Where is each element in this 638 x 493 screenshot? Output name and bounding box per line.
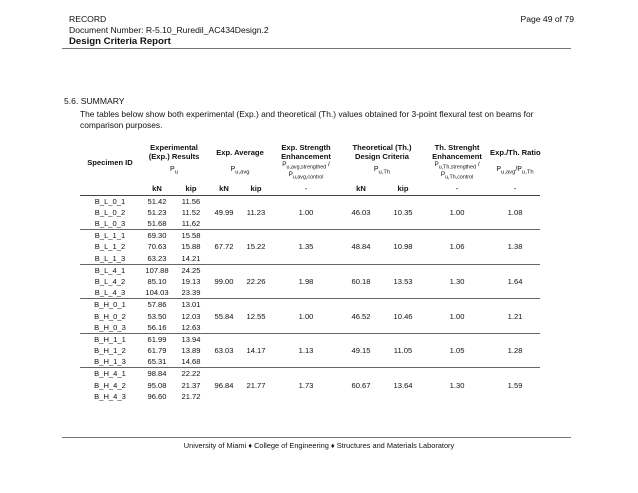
th-enhancement-cell — [424, 356, 490, 368]
th-enhancement-cell — [424, 218, 490, 230]
exp-kip-cell: 13.89 — [181, 346, 201, 356]
avg-kn-cell: 63.03 — [214, 346, 234, 356]
unit-dash: - — [424, 182, 490, 196]
avg-kn-cell: 49.99 — [214, 207, 234, 217]
unit-dash: - — [490, 182, 540, 196]
avg-kn-cell — [208, 391, 240, 402]
table-row — [80, 356, 540, 368]
exp-kip-cell: 14.21 — [181, 253, 201, 263]
th-enhancement-cell: 1.30 — [449, 380, 465, 390]
exp-kip-cell: 24.25 — [174, 264, 208, 276]
avg-kn-cell — [208, 195, 240, 207]
table-row — [80, 241, 540, 252]
th-kn-cell: 46.03 — [351, 207, 371, 217]
exp-kip-cell: 13.01 — [174, 299, 208, 311]
th-kip-cell: 13.64 — [393, 380, 413, 390]
page-header — [69, 14, 269, 47]
th-enhancement-cell — [424, 322, 490, 334]
exp-enhancement-cell — [272, 195, 340, 207]
col-specimen-id: Specimen ID — [87, 157, 133, 167]
exp-kn-cell: 51.23 — [147, 207, 167, 217]
ratio-cell — [490, 356, 540, 368]
exp-enhancement-cell: 1.13 — [298, 346, 314, 356]
th-kn-cell — [340, 195, 382, 207]
th-enhancement-cell: 1.00 — [449, 311, 465, 321]
table-row — [80, 310, 540, 321]
exp-kip-cell: 11.56 — [181, 196, 201, 206]
avg-kn-cell — [208, 287, 240, 299]
avg-kn-cell: 99.00 — [214, 276, 234, 286]
specimen-id-cell: B_H_4_1 — [80, 368, 140, 380]
th-strength-formula: $P_{u,Th,strengthed}$ / $P_{u,Th,control}$ — [434, 161, 480, 181]
avg-kn-cell — [208, 264, 240, 276]
th-enhancement-cell — [424, 230, 490, 242]
exp-kn-cell: 61.99 — [140, 333, 174, 345]
th-enhancement-cell — [424, 333, 490, 345]
th-kip-cell: 10.35 — [393, 207, 413, 217]
col-th-criteria: Theoretical (Th.) Design Criteria — [352, 143, 412, 161]
avg-kip-cell: 21.77 — [246, 380, 266, 390]
th-kn-cell: 49.15 — [351, 346, 371, 356]
avg-kip-cell — [240, 299, 272, 311]
avg-kip-cell — [240, 356, 272, 368]
section-intro: The tables below show both experimental (Exp.) and theoretical (Th.) values obtained for 3-point flexural test on beams for comparison purposes. — [80, 109, 534, 130]
th-kip-cell — [382, 299, 424, 311]
col-ratio: Exp./Th. Ratio $P_{u,avg}/P_{u,Th}$ — [490, 147, 541, 175]
th-kn-cell — [340, 391, 382, 402]
th-kip-cell — [382, 322, 424, 334]
ratio-cell: 1.21 — [507, 311, 523, 321]
col-exp-strength: Exp. Strength Enhancement — [281, 143, 331, 161]
exp-kip-cell: 19.13 — [181, 276, 201, 286]
exp-kip-cell: 14.68 — [181, 357, 201, 367]
avg-kn-cell — [208, 230, 240, 242]
th-enhancement-cell — [424, 391, 490, 402]
ratio-cell — [490, 299, 540, 311]
th-kn-cell: 46.52 — [351, 311, 371, 321]
unit-kip: kip — [382, 182, 424, 196]
ratio-cell — [490, 253, 540, 265]
avg-kn-cell — [208, 253, 240, 265]
ratio-cell: 1.28 — [507, 346, 523, 356]
table-header-row — [80, 143, 540, 161]
record-label: RECORD — [69, 14, 107, 24]
exp-enhancement-cell — [272, 368, 340, 380]
unit-kn: kN — [208, 182, 240, 196]
ratio-cell: 1.64 — [507, 276, 523, 286]
results-table — [80, 143, 540, 402]
avg-kn-cell: 96.84 — [214, 380, 234, 390]
exp-kn-cell: 65.31 — [147, 357, 167, 367]
th-kn-cell: 60.67 — [351, 380, 371, 390]
table-row — [80, 322, 540, 334]
exp-average-symbol: $P_{u,avg}$ — [230, 166, 250, 176]
avg-kip-cell — [240, 253, 272, 265]
avg-kn-cell — [208, 322, 240, 334]
th-kip-cell — [382, 356, 424, 368]
exp-enhancement-cell — [272, 264, 340, 276]
ratio-cell — [490, 391, 540, 402]
exp-kn-cell: 53.50 — [147, 311, 167, 321]
th-kn-cell — [340, 299, 382, 311]
avg-kip-cell — [240, 287, 272, 299]
th-enhancement-cell: 1.30 — [449, 276, 465, 286]
exp-enhancement-cell — [272, 391, 340, 402]
unit-kip: kip — [240, 182, 272, 196]
th-enhancement-cell: 1.05 — [449, 346, 465, 356]
th-kn-cell: 60.18 — [351, 276, 371, 286]
avg-kn-cell — [208, 368, 240, 380]
th-kn-cell — [340, 218, 382, 230]
table-row — [80, 207, 540, 218]
exp-kn-cell: 98.84 — [140, 368, 174, 380]
exp-kip-cell: 13.94 — [174, 333, 208, 345]
avg-kip-cell — [240, 230, 272, 242]
th-kn-cell: 48.84 — [351, 242, 371, 252]
specimen-id-cell: B_L_0_1 — [94, 196, 126, 206]
avg-kip-cell — [240, 264, 272, 276]
avg-kn-cell — [208, 356, 240, 368]
ratio-cell — [490, 333, 540, 345]
ratio-cell — [490, 218, 540, 230]
exp-kn-cell: 70.63 — [147, 242, 167, 252]
th-kip-cell — [382, 391, 424, 402]
exp-enhancement-cell: 1.35 — [298, 242, 314, 252]
th-enhancement-cell — [424, 264, 490, 276]
specimen-id-cell: B_L_4_1 — [80, 264, 140, 276]
table-row — [80, 287, 540, 299]
page-footer: University of Miami ♦ College of Engineering ♦ Structures and Materials Laboratory — [183, 441, 455, 450]
th-kn-cell — [340, 333, 382, 345]
exp-kip-cell: 23.39 — [181, 288, 201, 298]
avg-kn-cell: 67.72 — [214, 242, 234, 252]
exp-kn-cell: 85.10 — [147, 276, 167, 286]
avg-kn-cell — [208, 333, 240, 345]
avg-kip-cell — [240, 218, 272, 230]
table-row — [80, 253, 540, 265]
exp-kip-cell: 21.72 — [181, 391, 201, 401]
th-kip-cell — [382, 253, 424, 265]
exp-kn-cell: 104.03 — [145, 288, 169, 298]
th-enhancement-cell — [424, 299, 490, 311]
ratio-cell — [490, 264, 540, 276]
exp-strength-formula: $P_{u,avg,strengthed}$ / $P_{u,avg,control}$ — [282, 161, 330, 181]
exp-kip-cell: 12.63 — [181, 322, 201, 332]
specimen-id-cell: B_H_0_3 — [94, 322, 126, 332]
exp-kn-cell: 69.30 — [140, 230, 174, 242]
footer-divider — [62, 437, 571, 438]
specimen-id-cell: B_L_4_2 — [94, 276, 126, 286]
th-kn-cell — [340, 322, 382, 334]
exp-kip-cell: 21.37 — [181, 380, 201, 390]
exp-kn-cell: 95.08 — [147, 380, 167, 390]
th-enhancement-cell — [424, 253, 490, 265]
th-kip-cell — [382, 264, 424, 276]
th-criteria-symbol: $P_{u,Th}$ — [373, 166, 391, 176]
page-number: Page 49 of 79 — [520, 14, 574, 24]
specimen-id-cell: B_H_1_2 — [94, 346, 126, 356]
th-kn-cell — [340, 356, 382, 368]
exp-kn-cell: 96.60 — [147, 391, 167, 401]
exp-kip-cell: 15.88 — [181, 242, 201, 252]
avg-kip-cell — [240, 391, 272, 402]
specimen-id-cell: B_L_1_1 — [80, 230, 140, 242]
specimen-id-cell: B_H_1_1 — [80, 333, 140, 345]
exp-kn-cell: 107.88 — [140, 264, 174, 276]
exp-kip-cell: 11.62 — [181, 219, 201, 229]
ratio-cell — [490, 322, 540, 334]
exp-kn-cell: 51.42 — [147, 196, 167, 206]
exp-enhancement-cell — [272, 253, 340, 265]
th-kip-cell: 11.05 — [393, 346, 413, 356]
report-title: Design Criteria Report — [69, 36, 171, 47]
col-th-strength: Th. Strenght Enhancement — [432, 143, 482, 161]
table-row — [80, 333, 540, 345]
ratio-formula: $P_{u,avg}/P_{u,Th}$ — [496, 165, 534, 175]
th-kn-cell — [340, 230, 382, 242]
th-kip-cell — [382, 368, 424, 380]
table-row — [80, 299, 540, 311]
specimen-id-cell: B_H_0_2 — [94, 311, 126, 321]
exp-enhancement-cell: 1.73 — [298, 380, 314, 390]
th-kip-cell: 10.98 — [393, 242, 413, 252]
exp-enhancement-cell: 1.00 — [298, 311, 314, 321]
unit-kn: kN — [340, 182, 382, 196]
table-row — [80, 380, 540, 391]
specimen-id-cell: B_H_4_3 — [94, 391, 126, 401]
exp-enhancement-cell — [272, 322, 340, 334]
th-kip-cell — [382, 195, 424, 207]
exp-enhancement-cell — [272, 218, 340, 230]
th-kip-cell: 13.53 — [393, 276, 413, 286]
specimen-id-cell: B_L_4_3 — [94, 288, 126, 298]
exp-kn-cell: 51.68 — [147, 219, 167, 229]
exp-kn-cell: 57.86 — [140, 299, 174, 311]
avg-kip-cell: 12.55 — [246, 311, 266, 321]
th-kip-cell — [382, 333, 424, 345]
exp-enhancement-cell — [272, 230, 340, 242]
avg-kip-cell — [240, 195, 272, 207]
document-number: Document Number: R-5.10_Ruredil_AC434Design.2 — [69, 25, 269, 35]
avg-kip-cell: 22.26 — [246, 276, 266, 286]
ratio-cell — [490, 368, 540, 380]
ratio-cell: 1.59 — [507, 380, 523, 390]
table-symbol-row — [80, 161, 540, 182]
avg-kn-cell — [208, 218, 240, 230]
specimen-id-cell: B_L_0_3 — [94, 219, 126, 229]
avg-kn-cell — [208, 299, 240, 311]
ratio-cell: 1.38 — [507, 242, 523, 252]
th-enhancement-cell: 1.06 — [449, 242, 465, 252]
th-kip-cell — [382, 230, 424, 242]
exp-kn-cell: 63.23 — [147, 253, 167, 263]
th-kip-cell: 10.46 — [393, 311, 413, 321]
unit-dash: - — [272, 182, 340, 196]
exp-kip-cell: 22.22 — [174, 368, 208, 380]
specimen-id-cell: B_L_1_3 — [94, 253, 126, 263]
avg-kip-cell: 15.22 — [246, 242, 266, 252]
table-row — [80, 195, 540, 207]
specimen-id-cell: B_L_0_2 — [94, 207, 126, 217]
exp-enhancement-cell: 1.00 — [298, 207, 314, 217]
avg-kip-cell: 14.17 — [246, 346, 266, 356]
avg-kip-cell — [240, 333, 272, 345]
th-enhancement-cell — [424, 287, 490, 299]
ratio-cell: 1.08 — [507, 207, 523, 217]
unit-kn: kN — [140, 182, 174, 196]
exp-kn-cell: 56.16 — [147, 322, 167, 332]
th-enhancement-cell: 1.00 — [449, 207, 465, 217]
ratio-cell — [490, 287, 540, 299]
exp-kip-cell: 11.52 — [181, 207, 201, 217]
th-enhancement-cell — [424, 368, 490, 380]
th-kip-cell — [382, 287, 424, 299]
th-kn-cell — [340, 287, 382, 299]
unit-kip: kip — [174, 182, 208, 196]
table-row — [80, 345, 540, 356]
col-exp-results: Experimental (Exp.) Results — [148, 143, 200, 161]
th-enhancement-cell — [424, 195, 490, 207]
exp-enhancement-cell: 1.98 — [298, 276, 314, 286]
avg-kip-cell — [240, 368, 272, 380]
th-kip-cell — [382, 218, 424, 230]
avg-kip-cell — [240, 322, 272, 334]
exp-enhancement-cell — [272, 333, 340, 345]
table-units-row — [80, 182, 540, 196]
ratio-cell — [490, 230, 540, 242]
exp-enhancement-cell — [272, 287, 340, 299]
specimen-id-cell: B_L_1_2 — [94, 242, 126, 252]
col-exp-average: Exp. Average — [216, 147, 264, 157]
table-row — [80, 276, 540, 287]
ratio-cell — [490, 195, 540, 207]
avg-kip-cell: 11.23 — [246, 207, 266, 217]
exp-enhancement-cell — [272, 356, 340, 368]
specimen-id-cell: B_H_4_2 — [94, 380, 126, 390]
exp-kip-cell: 12.03 — [181, 311, 201, 321]
table-row — [80, 218, 540, 230]
table-row — [80, 391, 540, 402]
exp-enhancement-cell — [272, 299, 340, 311]
table-row — [80, 264, 540, 276]
th-kn-cell — [340, 368, 382, 380]
th-kn-cell — [340, 264, 382, 276]
exp-kip-cell: 15.58 — [174, 230, 208, 242]
exp-results-symbol: $P_u$ — [170, 166, 178, 176]
section-title: 5.6. SUMMARY — [64, 96, 125, 106]
th-kn-cell — [340, 253, 382, 265]
exp-kn-cell: 61.79 — [147, 346, 167, 356]
specimen-id-cell: B_H_1_3 — [94, 357, 126, 367]
header-divider — [62, 48, 571, 49]
table-row — [80, 230, 540, 242]
specimen-id-cell: B_H_0_1 — [80, 299, 140, 311]
table-row — [80, 368, 540, 380]
avg-kn-cell: 55.84 — [214, 311, 234, 321]
